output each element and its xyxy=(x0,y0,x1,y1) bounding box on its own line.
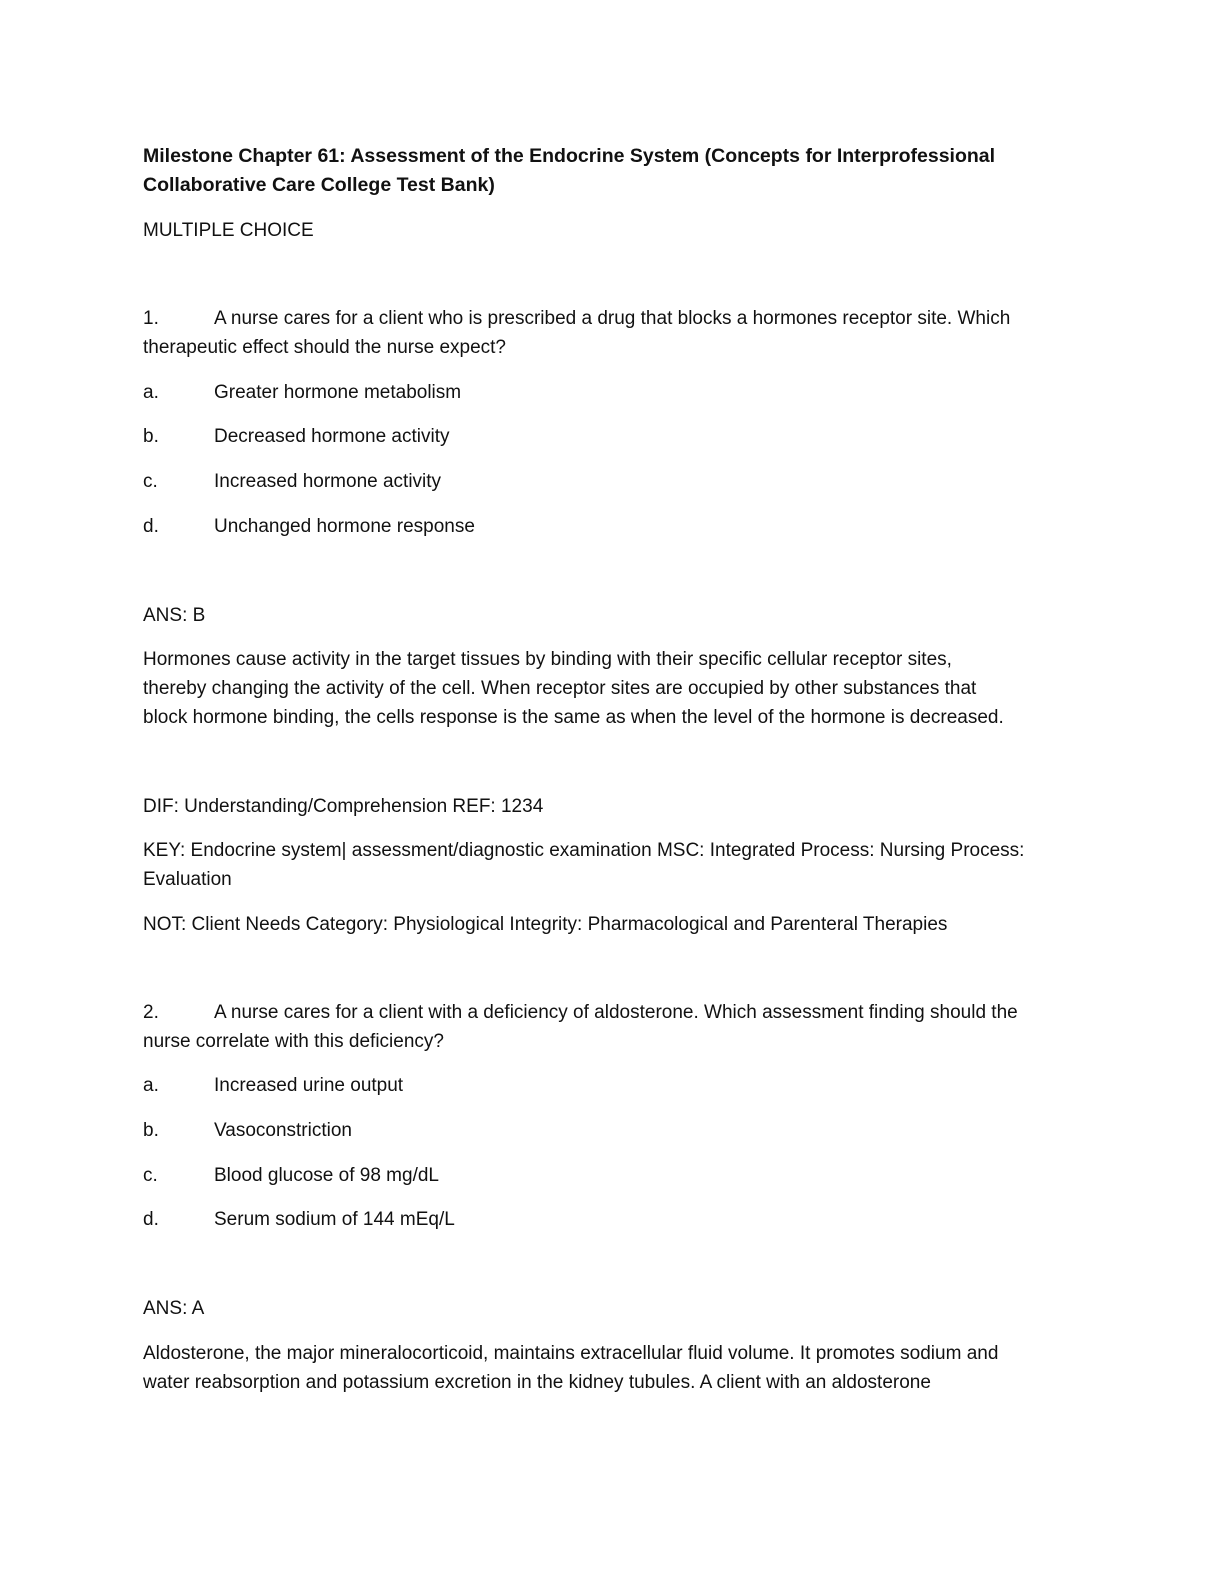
question-1-option-c-letter: c. xyxy=(143,471,158,492)
question-1-key-line-1: KEY: Endocrine system| assessment/diagnostic examination MSC: Integrated Process: Nursing Process: xyxy=(143,840,1025,861)
question-2-rationale-line-1: Aldosterone, the major mineralocorticoid, maintains extracellular fluid volume. It promotes sodium and xyxy=(143,1343,999,1364)
question-1-option-b-letter: b. xyxy=(143,426,159,447)
question-2-option-a-letter: a. xyxy=(143,1075,159,1096)
question-2-answer: ANS: A xyxy=(143,1298,205,1319)
question-1-difficulty: DIF: Understanding/Comprehension REF: 1234 xyxy=(143,796,544,817)
question-1-option-a: Greater hormone metabolism xyxy=(214,382,462,403)
question-1-stem-line-2: therapeutic effect should the nurse expect? xyxy=(143,337,507,358)
question-1-option-c: Increased hormone activity xyxy=(214,471,442,492)
question-1-rationale-line-3: block hormone binding, the cells response is the same as when the level of the hormone is decreased. xyxy=(143,707,1004,728)
question-2-option-d: Serum sodium of 144 mEq/L xyxy=(214,1209,455,1230)
question-2-option-a: Increased urine output xyxy=(214,1075,404,1096)
question-1-answer: ANS: B xyxy=(143,605,206,626)
question-2-number: 2. xyxy=(143,1002,159,1023)
question-1-stem-line-1: A nurse cares for a client who is prescribed a drug that blocks a hormones receptor site. Which xyxy=(214,308,1011,329)
question-1-option-d: Unchanged hormone response xyxy=(214,516,475,537)
question-1-key-line-2: Evaluation xyxy=(143,869,232,890)
question-2-option-b: Vasoconstriction xyxy=(214,1120,352,1141)
question-1-number: 1. xyxy=(143,308,159,329)
question-1-option-d-letter: d. xyxy=(143,516,159,537)
question-2-stem-line-2: nurse correlate with this deficiency? xyxy=(143,1031,444,1052)
question-2-option-c: Blood glucose of 98 mg/dL xyxy=(214,1165,439,1186)
question-2-stem-line-1: A nurse cares for a client with a deficiency of aldosterone. Which assessment finding should the xyxy=(214,1002,1018,1023)
question-1-option-a-letter: a. xyxy=(143,382,159,403)
question-1-option-b: Decreased hormone activity xyxy=(214,426,450,447)
question-2-option-c-letter: c. xyxy=(143,1165,158,1186)
question-1-rationale-line-2: thereby changing the activity of the cell. When receptor sites are occupied by other substances that xyxy=(143,678,977,699)
document-title-line-2: Collaborative Care College Test Bank) xyxy=(143,174,495,196)
question-2-rationale-line-2: water reabsorption and potassium excretion in the kidney tubules. A client with an aldosterone xyxy=(143,1372,931,1393)
section-heading: MULTIPLE CHOICE xyxy=(143,220,314,241)
question-1-rationale-line-1: Hormones cause activity in the target tissues by binding with their specific cellular receptor sites, xyxy=(143,649,952,670)
question-1-notes: NOT: Client Needs Category: Physiological Integrity: Pharmacological and Parenteral Therapies xyxy=(143,914,948,935)
document-title-line-1: Milestone Chapter 61: Assessment of the Endocrine System (Concepts for Interprofessional xyxy=(143,145,996,167)
question-2-option-b-letter: b. xyxy=(143,1120,159,1141)
question-2-option-d-letter: d. xyxy=(143,1209,159,1230)
